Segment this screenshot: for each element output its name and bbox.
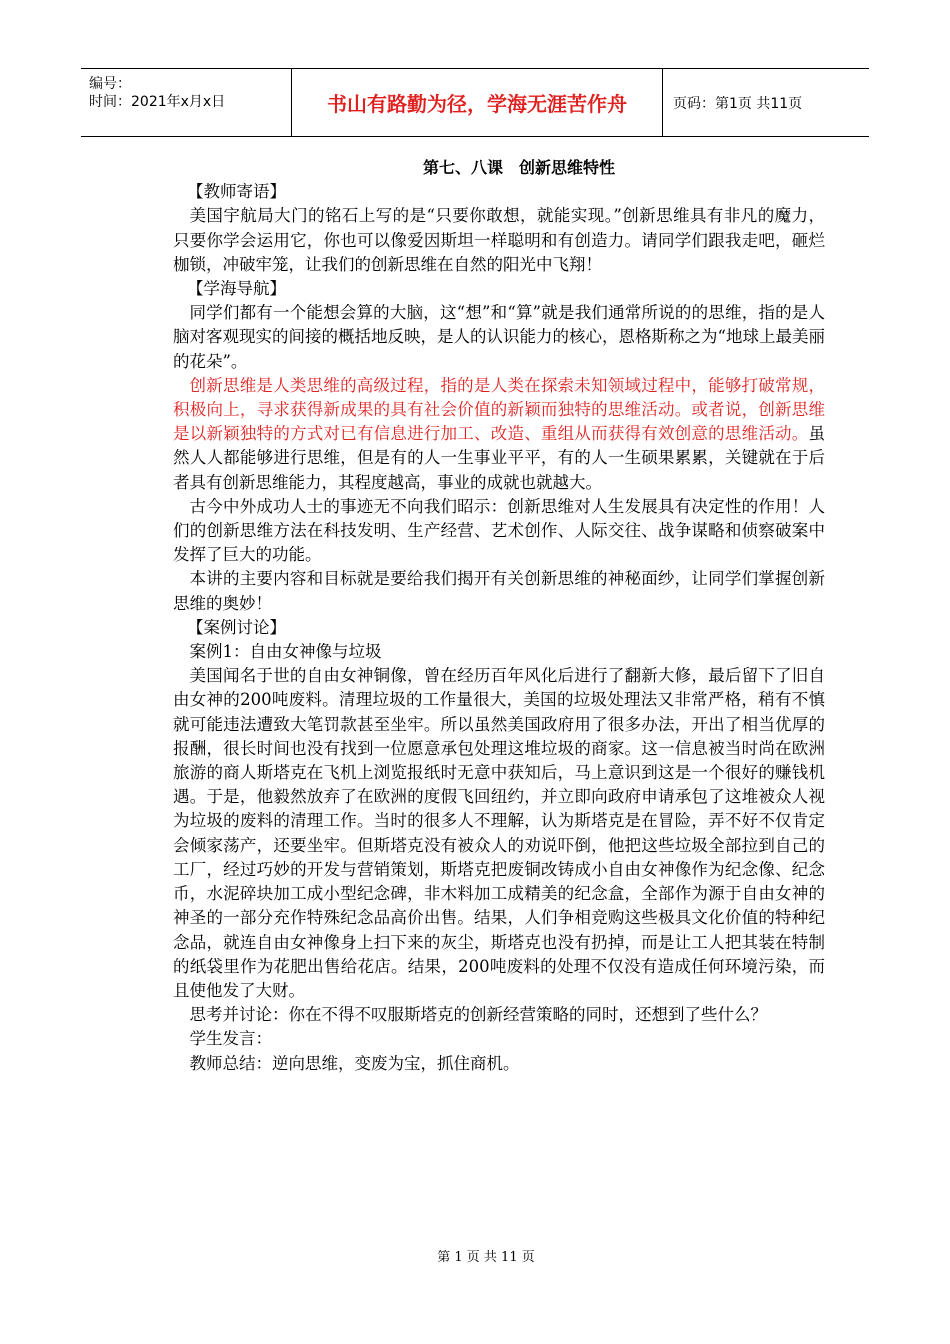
student-speech: 学生发言：	[189, 1029, 272, 1049]
teacher-message: 美国宇航局大门的铭石上写的是“只要你敢想，就能实现。”创新思维具有非凡的魔力，只要你学会运用它，你也可以像爱因斯坦一样聪明和有创造力。请同学们跟我走吧，砸烂枷锁，冲破牢笼，让我们的创新思维在自然的阳光中飞翔！	[173, 206, 825, 274]
guide-definition-highlight: 创新思维是人类思维的高级过程，指的是人类在探索未知领域过程中，能够打破常规，积极向上，寻求获得新成果的具有社会价值的新颖而独特的思维活动。或者说，创新思维是以新颖独特的方式对已有信息进行加工、改造、重组从而获得有效创意的思维活动。	[173, 375, 825, 444]
page-footer: 第 1 页 共 11 页	[437, 1250, 535, 1265]
document-body	[173, 156, 825, 1076]
teacher-summary: 教师总结：逆向思维，变废为宝，抓住商机。	[189, 1053, 520, 1073]
teacher-message-heading: 【教师寄语】	[187, 182, 286, 202]
case-heading: 【案例讨论】	[187, 617, 286, 637]
guide-paragraph-1: 同学们都有一个能想会算的大脑，这“想”和“算”就是我们通常所说的的思维，指的是人脑对客观现实的间接的概括地反映，是人的认识能力的核心，恩格斯称之为“地球上最美丽的花朵”。	[173, 303, 825, 371]
header-motto: 书山有路勤为径，学海无涯苦作舟	[292, 69, 663, 136]
number-label: 编号：	[89, 76, 131, 92]
page-title: 第七、八课 创新思维特性	[422, 158, 615, 177]
case1-body: 美国闻名于世的自由女神铜像，曾在经历百年风化后进行了翻新大修，最后留下了旧自由女神的200吨废料。清理垃圾的工作量很大，美国的垃圾处理法又非常严格，稍有不慎就可能违法遭致大笔罚款甚至坐牢。所以虽然美国政府用了很多办法，开出了相当优厚的报酬，很长时间也没有找到一位愿意承包处理这堆垃圾的商家。这一信息被当时尚在欧洲旅游的商人斯塔克在飞机上浏览报纸时无意中获知后，马上意识到这是一个很好的赚钱机遇。于是，他毅然放弃了在欧洲的度假飞回纽约，并立即向政府申请承包了这堆被众人视为垃圾的废料的清理工作。当时的很多人不理解，认为斯塔克是在冒险，弄不好不仅肯定会倾家荡产，还要坐牢。但斯塔克没有被众人的劝说吓倒，他把这些垃圾全部拉到自己的工厂，经过巧妙的开发与营销策划，斯塔克把废铜改铸成小自由女神像作为纪念像、纪念币，水泥碎块加工成小型纪念碑，非木料加工成精美的纪念盒，全部作为源于自由女神的神圣的一部分充作特殊纪念品高价出售。结果，人们争相竞购这些极具文化价值的特种纪念品，就连自由女神像身上扫下来的灰尘，斯塔克也没有扔掉，而是让工人把其装在特制的纸袋里作为花肥出售给花店。结果，200吨废料的处理不仅没有造成任何环境污染，而且使他发了大财。	[173, 666, 825, 1000]
case1-title: 案例1：自由女神像与垃圾	[189, 642, 382, 662]
guide-paragraph-2-rest: 虽然人人都能够进行思维，但是有的人一生事业平平，有的人一生硕果累累，关键就在于后者具有创新思维能力，其程度越高，事业的成就也就越大。	[173, 424, 825, 492]
guide-paragraph-2	[173, 374, 825, 495]
header-page-info: 页码：第1页 共11页	[673, 95, 803, 112]
header-table	[81, 68, 869, 137]
guide-paragraph-3: 古今中外成功人士的事迹无不向我们昭示：创新思维对人生发展具有决定性的作用！人们的创新思维方法在科技发明、生产经营、艺术创作、人际交往、战争谋略和侦察破案中发挥了巨大的功能。	[173, 496, 825, 565]
discussion-prompt: 思考并讨论：你在不得不叹服斯塔克的创新经营策略的同时，还想到了些什么？	[189, 1005, 767, 1025]
date-label: 时间：2021年x月x日	[89, 94, 226, 110]
guide-paragraph-4: 本讲的主要内容和目标就是要给我们揭开有关创新思维的神秘面纱，让同学们掌握创新思维的奥妙！	[173, 569, 825, 613]
header-meta	[81, 69, 292, 136]
guide-heading: 【学海导航】	[187, 279, 286, 299]
